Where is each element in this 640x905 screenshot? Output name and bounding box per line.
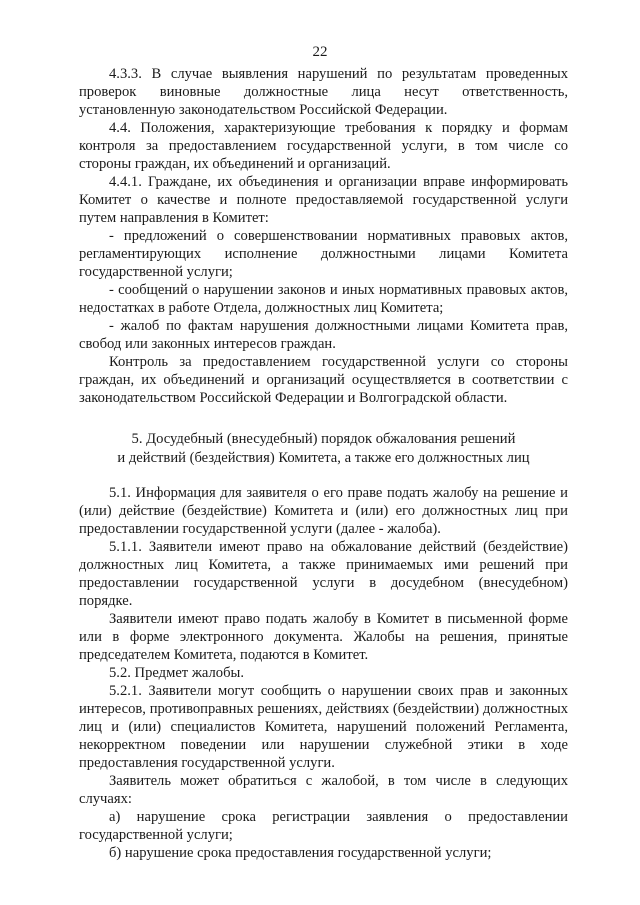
list-item-a: а) нарушение срока регистрации заявления о предоставлении государственной услуги; — [79, 809, 568, 843]
paragraph-cases: Заявитель может обратиться с жалобой, в том числе в следующих случаях: — [79, 773, 568, 807]
list-item-proposals: - предложений о совершенствовании нормативных правовых актов, регламентирующих исполнение должностными лицами Комитета государственной услуги; — [79, 228, 568, 280]
paragraph-written-form: Заявители имеют право подать жалобу в Комитет в письменной форме или в форме электронного документа. Жалобы на решения, принятые председателем Комитета, подаются в Комитет. — [79, 611, 568, 663]
list-item-b: б) нарушение срока предоставления государственной услуги; — [109, 845, 492, 861]
paragraph-5-1: 5.1. Информация для заявителя о его праве подать жалобу на решение и (или) действие (бездействие) Комитета и (или) его должностных лиц при предоставлении государственной услуги (далее - жалоба). — [79, 485, 568, 537]
paragraph-4-3-3: 4.3.3. В случае выявления нарушений по результатам проведенных проверок виновные должностные лица несут ответственность, установленную законодательством Российской Федерации. — [79, 66, 568, 118]
page-number: 22 — [312, 44, 328, 60]
paragraph-control: Контроль за предоставлением государственной услуги со стороны граждан, их объединений и организаций осуществляется в соответствии с законодательством Российской Федерации и Волгоградской области. — [79, 354, 568, 406]
paragraph-4-4: 4.4. Положения, характеризующие требования к порядку и формам контроля за предоставлением государственной услуги, в том числе со стороны граждан, их объединений и организаций. — [79, 120, 568, 172]
paragraph-4-4-1: 4.4.1. Граждане, их объединения и организации вправе информировать Комитет о качестве и полноте предоставляемой государственной услуги путем направления в Комитет: — [79, 174, 568, 226]
paragraph-5-2: 5.2. Предмет жалобы. — [109, 665, 244, 681]
section-heading — [79, 430, 568, 468]
list-item-complaints: - жалоб по фактам нарушения должностными лицами Комитета прав, свобод или законных интересов граждан. — [79, 318, 568, 352]
paragraph-5-2-1: 5.2.1. Заявители могут сообщить о нарушении своих прав и законных интересов, противоправных решениях, действиях (бездействии) должностных лиц и (или) специалистов Комитета, нарушений положений Регламента, некорректном поведении или нарушении служебной этики в ходе предоставления государственной услуги. — [79, 683, 568, 771]
body-text-top — [79, 65, 568, 407]
section-heading-line-1: 5. Досудебный (внесудебный) порядок обжалования решений — [131, 431, 516, 447]
list-item-reports: - сообщений о нарушении законов и иных нормативных правовых актов, недостатках в работе Отдела, должностных лиц Комитета; — [79, 282, 568, 316]
section-heading-line-2: и действий (бездействия) Комитета, а также его должностных лиц — [117, 450, 530, 466]
paragraph-5-1-1: 5.1.1. Заявители имеют право на обжалование действий (бездействие) должностных лиц Комитета, а также принимаемых ими решений при предоставлении государственной услуги в досудебном (внесудебном) порядке. — [79, 539, 568, 609]
body-text-bottom — [79, 484, 568, 862]
